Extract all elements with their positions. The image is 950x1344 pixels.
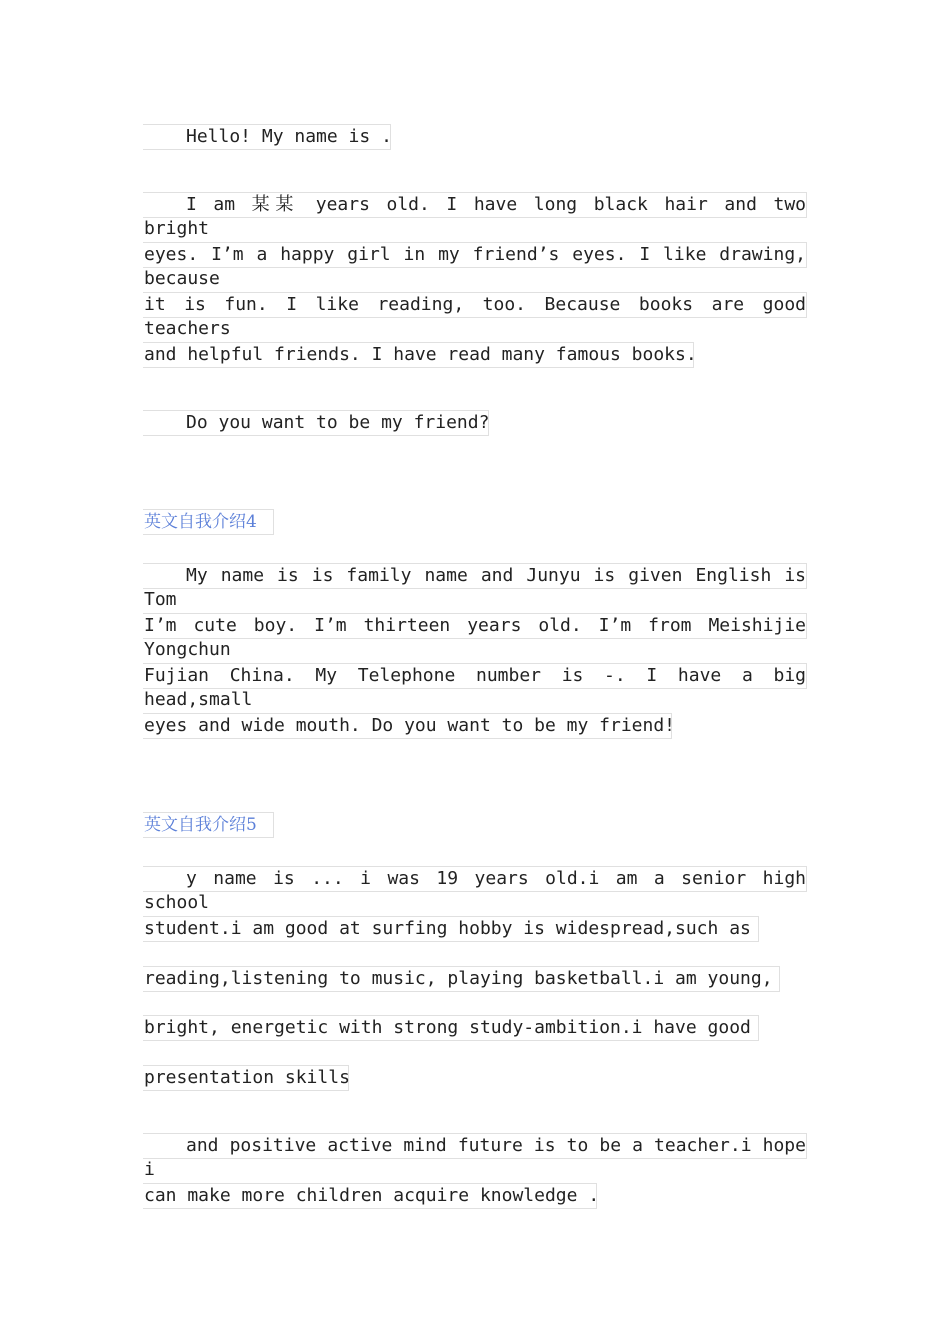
paragraph-question: Do you want to be my friend? <box>143 410 489 436</box>
paragraph-line: bright, energetic with strong study-ambition.i have good <box>143 1015 759 1041</box>
section-heading-4: 英文自我介绍4 <box>143 509 274 535</box>
paragraph-line: eyes. I’m a happy girl in my friend’s eyes. I like drawing, because <box>144 244 806 289</box>
paragraph-line: reading,listening to music, playing basketball.i am young, <box>143 966 780 992</box>
paragraph-line: eyes and wide mouth. Do you want to be my friend! <box>143 713 672 739</box>
paragraph-line: it is fun. I like reading, too. Because books are good teachers <box>144 294 806 339</box>
paragraph-greeting: Hello! My name is . <box>143 124 391 150</box>
paragraph-line: Fujian China. My Telephone number is -. I have a big head,small <box>144 665 806 710</box>
paragraph-line: I am 某某 years old. I have long black hair and two bright <box>144 194 806 239</box>
section-heading-5: 英文自我介绍5 <box>143 812 274 838</box>
paragraph-line: I’m cute boy. I’m thirteen years old. I’m from Meishijie Yongchun <box>144 615 806 660</box>
paragraph-line: My name is is family name and Junyu is given English is Tom <box>144 565 806 610</box>
paragraph-line: student.i am good at surfing hobby is widespread,such as <box>143 916 759 942</box>
paragraph-line: can make more children acquire knowledge . <box>143 1183 597 1209</box>
paragraph-line: y name is ... i was 19 years old.i am a senior high school <box>144 868 806 913</box>
paragraph-line: and positive active mind future is to be a teacher.i hope i <box>144 1135 806 1180</box>
paragraph-line: and helpful friends. I have read many famous books. <box>143 342 694 368</box>
paragraph-line: presentation skills <box>143 1065 349 1091</box>
